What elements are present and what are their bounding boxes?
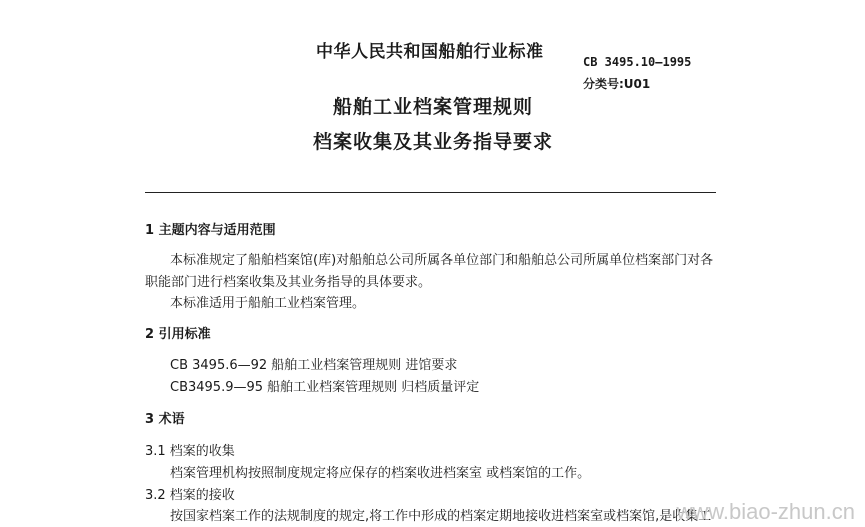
watermark: www.biao-zhun.cn [676,499,855,524]
document-title: 船舶工业档案管理规则 [333,96,534,118]
org-title: 中华人民共和国船舶行业标准 [316,42,544,62]
standard-code: CB 3495.10—1995 [583,55,692,69]
title-divider [145,192,716,193]
classification-number: 分类号:U01 [583,77,651,91]
reference-standard-2: CB3495.9—95 船舶工业档案管理规则 归档质量评定 [170,380,480,395]
term-3-1-heading: 3.1 档案的收集 [145,444,235,459]
document-subtitle: 档案收集及其业务指导要求 [313,131,554,153]
section-3-heading: 3 术语 [145,412,185,427]
section-2-heading: 2 引用标准 [145,327,211,342]
section-1-heading: 1 主题内容与适用范围 [145,223,276,238]
reference-standard-1: CB 3495.6—92 船舶工业档案管理规则 进馆要求 [170,358,458,373]
section-1-paragraph-line-1: 本标准规定了船舶档案馆(库)对船舶总公司所属各单位部门和船舶总公司所属单位档案部门对各 [170,253,714,268]
term-3-2-text: 按国家档案工作的法规制度的规定,将工作中形成的档案定期地接收进档案室或档案馆,是收集工 [170,509,712,524]
section-1-paragraph-2: 本标准适用于船舶工业档案管理。 [170,296,366,311]
term-3-2-heading: 3.2 档案的接收 [145,488,235,503]
term-3-1-text: 档案管理机构按照制度规定将应保存的档案收进档案室 或档案馆的工作。 [170,466,591,481]
section-1-paragraph-line-2: 职能部门进行档案收集及其业务指导的具体要求。 [145,275,432,290]
